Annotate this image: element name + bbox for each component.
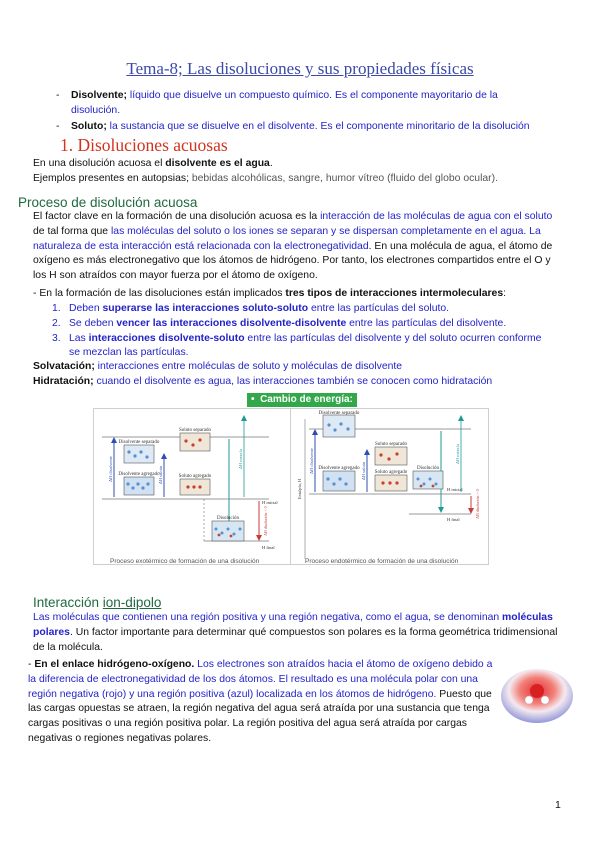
- label-dh-disolvente: ΔH disolvente: [309, 448, 314, 474]
- ion-dipolo-paragraph: Las moléculas que contienen una región positiva y una región negativa, como el agua, se denominan moléculas polares. Un factor importante para determinar qué compuestos son polares es la forma geométrica tridimensional de la molécula.: [33, 612, 558, 653]
- definition-text: líquido que disuelve un compuesto químico. Es el componente mayoritario de la disolución.: [71, 90, 498, 116]
- label-dh-mezcla: ΔH mezcla: [455, 443, 460, 465]
- definition-text: la sustancia que se disuelve en el disolvente. Es el componente minoritario de la disolución: [106, 121, 530, 132]
- label-dh-disolucion-pos: ΔH disolución > 0: [475, 489, 480, 519]
- water-molecule-image: [492, 660, 582, 730]
- page-number: 1: [555, 799, 561, 811]
- label-h-final: H final: [262, 545, 275, 550]
- section-heading-ion-dipolo: Interacción ion-dipolo: [33, 595, 162, 610]
- solvatacion-line: Solvatación; interacciones entre moléculas de soluto y moléculas de disolvente: [33, 361, 403, 372]
- list-item: 1. Deben superarse las interacciones soluto-soluto entre las partículas del soluto.: [52, 303, 450, 314]
- section-heading-proceso: Proceso de disolución acuosa: [18, 195, 198, 210]
- label-entalpia-axis: Entalpía, H: [297, 478, 302, 500]
- proceso-paragraph: El factor clave en la formación de una disolución acuosa es la interacción de las moléculas de agua con el soluto de tal forma que las moléculas del soluto o los iones se separan y se dispersan completamente en el agua. La naturaleza de esta interacción está relacionada con la electronegatividad. En una molécula de agua, el átomo de oxígeno es más electronegativo que los átomos de hidrógeno. Por tanto, los electrones compartidos entre el O y los H son atraídos con mayor fuerza por el átomo de oxígeno.: [33, 211, 553, 282]
- label-disolvente-agregado: Disolvente agregado: [318, 466, 360, 471]
- bullet-icon: •: [251, 394, 261, 405]
- diagram-exotermico: [93, 408, 292, 565]
- enlace-hidrogeno-paragraph: - En el enlace hidrógeno-oxígeno. Los electrones son atraídos hacia el átomo de oxígeno debido a la diferencia de electronegatividad de los dos átomos. El resultado es una molécula polar con una región negativa (rojo) y una región positiva (azul) localizada en los átomos de hidrógeno. Puesto que las cargas opuestas se atraen, la región negativa del agua será atraída por una sustancia que tenga cargas positivas o una región positiva polar. La región positiva del agua será atraída por cargas negativas o regiones negativas polares.: [28, 659, 493, 744]
- label-dh-disolvente: ΔH disolvente: [108, 456, 113, 482]
- endothermic-diagram-svg: [291, 409, 488, 564]
- examples-text: bebidas alcohólicas, sangre, humor vítreo (fluido del globo ocular).: [191, 173, 498, 184]
- energy-change-label: • Cambio de energía:: [247, 393, 357, 407]
- label-soluto-separado: Soluto separado: [374, 442, 408, 447]
- label-soluto-agregado: Soluto agregado: [374, 470, 408, 475]
- definition-disolvente: [56, 89, 536, 119]
- term-soluto: Soluto;: [71, 121, 107, 132]
- label-dh-soluto: ΔH soluto: [158, 465, 163, 485]
- section1-examples: Ejemplos presentes en autopsias; bebidas alcohólicas, sangre, humor vítreo (fluido del globo ocular).: [33, 173, 498, 184]
- label-disolvente-agregado: Disolvente agregado: [118, 472, 160, 477]
- page-title: Tema-8; Las disoluciones y sus propiedades físicas: [126, 59, 474, 78]
- intro-bold: disolvente es el agua: [165, 158, 270, 169]
- label-disolvente-separado: Disolvente separado: [318, 411, 360, 416]
- label-dh-mezcla: ΔH mezcla: [238, 448, 243, 470]
- list-item: 2. Se deben vencer las interacciones disolvente-disolvente entre las partículas del disolvente.: [52, 317, 507, 329]
- list-dash: -: [56, 90, 60, 101]
- diagram-endotermico: [290, 408, 489, 565]
- label-disolucion: Disolución: [417, 466, 439, 471]
- water-molecule-svg: [492, 660, 582, 730]
- label-soluto-separado: Soluto separado: [178, 428, 212, 433]
- label-h-final: H final: [447, 517, 460, 522]
- label-h-inicial: H inicial: [262, 500, 278, 505]
- label-disolvente-separado: Disolvente separado: [118, 440, 160, 445]
- exothermic-diagram-svg: [94, 409, 291, 564]
- label-soluto-agregado: Soluto agregado: [178, 474, 212, 479]
- label-disolucion: Disolución: [217, 516, 239, 521]
- interacciones-list: [52, 302, 552, 361]
- label-dh-soluto: ΔH soluto: [361, 461, 366, 481]
- term-disolvente: Disolvente;: [71, 90, 128, 101]
- label-dh-disolucion-neg: ΔH disolución < 0: [263, 506, 268, 536]
- list-dash: -: [56, 121, 60, 132]
- caption-endotermico: Proceso endotérmico de formación de una disolución: [305, 558, 459, 565]
- caption-exotermico: Proceso exotérmico de formación de una disolución: [110, 558, 260, 565]
- list-item: 3. Las interacciones disolvente-soluto entre las partículas del disolvente y del soluto ocurren conforme se mezclan las partículas.: [52, 332, 542, 359]
- hidratacion-line: Hidratación; cuando el disolvente es agua, las interacciones también se conocen como hidratación: [33, 376, 493, 387]
- label-h-inicial: H inicial: [447, 487, 463, 492]
- section-heading-disoluciones-acuosas: 1. Disoluciones acuosas: [60, 135, 228, 155]
- section1-intro: En una disolución acuosa el disolvente es el agua.: [33, 158, 273, 169]
- interacciones-intro: - En la formación de las disoluciones están implicados tres tipos de interacciones intermoleculares:: [33, 288, 506, 299]
